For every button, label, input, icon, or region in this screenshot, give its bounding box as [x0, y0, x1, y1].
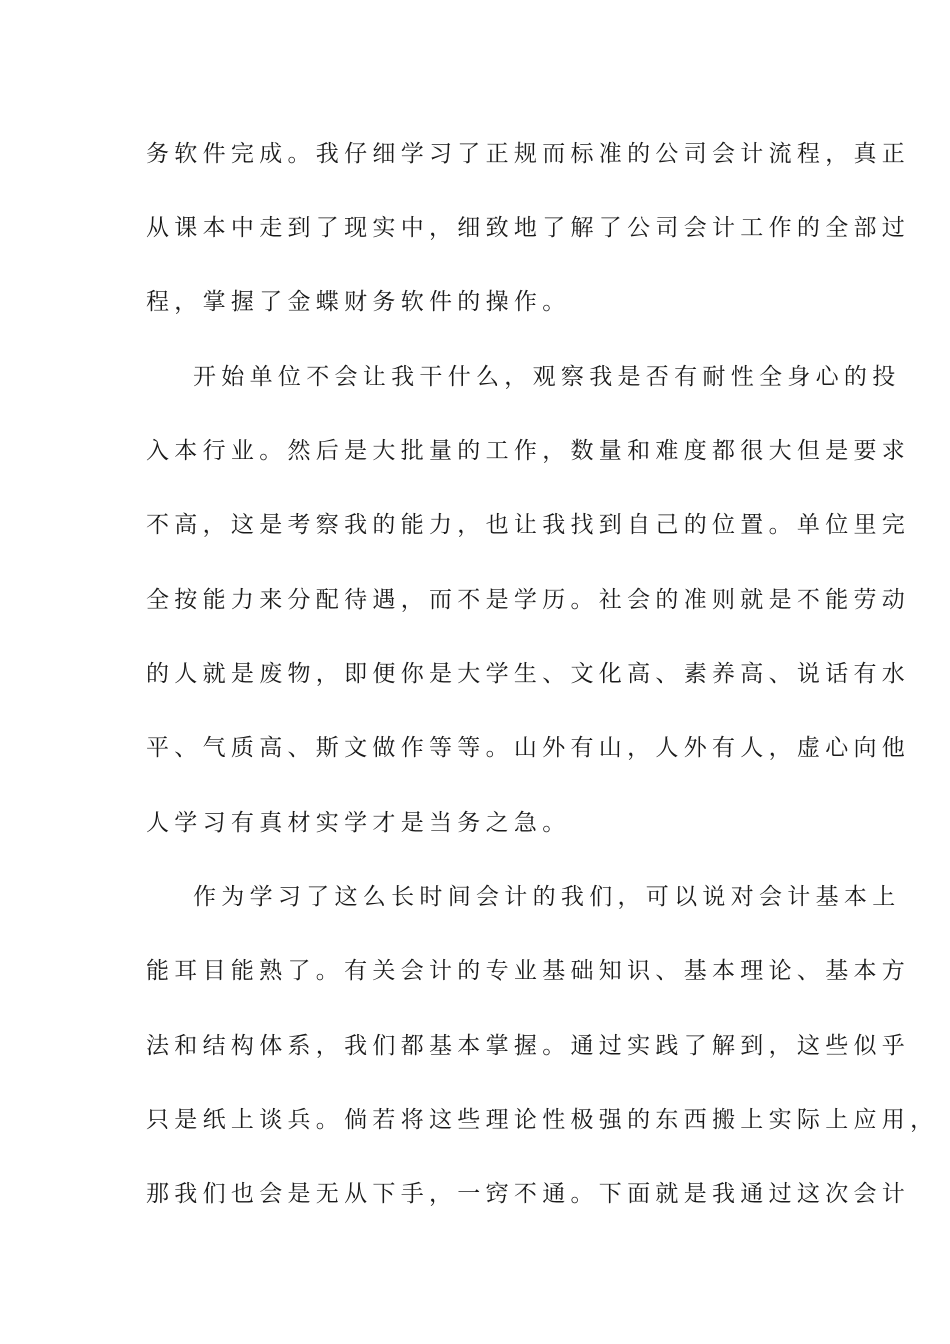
- text-line: 不高，这是考察我的能力，也让我找到自己的位置。单位里完: [146, 512, 911, 538]
- text-line: 全按能力来分配待遇，而不是学历。社会的准则就是不能劳动: [146, 587, 911, 613]
- paragraph-first-line: 开始单位不会让我干什么，观察我是否有耐性全身心的投: [193, 364, 901, 390]
- text-line: 那我们也会是无从下手，一窍不通。下面就是我通过这次会计: [146, 1181, 911, 1207]
- text-line: 的人就是废物，即便你是大学生、文化高、素养高、说话有水: [146, 661, 911, 687]
- text-line: 人学习有真材实学才是当务之急。: [146, 810, 571, 836]
- text-line: 务软件完成。我仔细学习了正规而标准的公司会计流程，真正: [146, 141, 911, 167]
- text-line: 平、气质高、斯文做作等等。山外有山，人外有人，虚心向他: [146, 735, 911, 761]
- paragraph-first-line: 作为学习了这么长时间会计的我们，可以说对会计基本上: [193, 884, 901, 910]
- text-line: 法和结构体系，我们都基本掌握。通过实践了解到，这些似乎: [146, 1033, 911, 1059]
- text-line: 从课本中走到了现实中，细致地了解了公司会计工作的全部过: [146, 215, 911, 241]
- text-line: 入本行业。然后是大批量的工作，数量和难度都很大但是要求: [146, 438, 911, 464]
- text-line: 程，掌握了金蝶财务软件的操作。: [146, 289, 571, 315]
- text-line: 只是纸上谈兵。倘若将这些理论性极强的东西搬上实际上应用，: [146, 1107, 939, 1133]
- text-line: 能耳目能熟了。有关会计的专业基础知识、基本理论、基本方: [146, 958, 911, 984]
